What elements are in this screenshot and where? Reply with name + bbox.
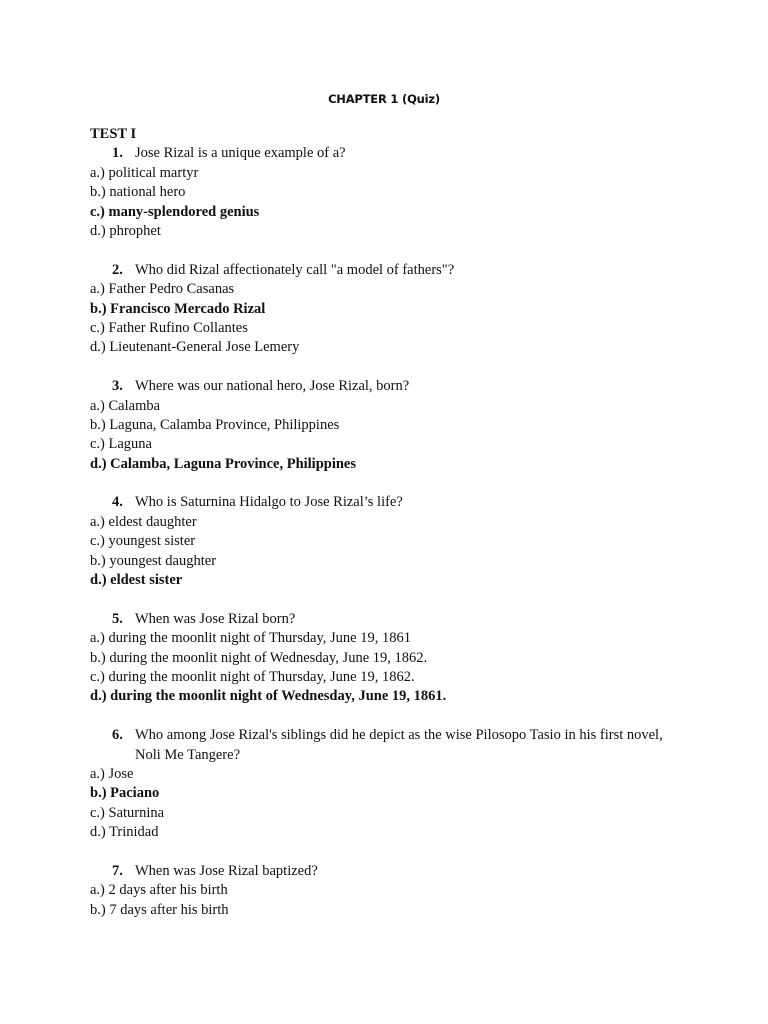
question-spacer xyxy=(90,358,690,377)
answer-option: a.) eldest daughter xyxy=(90,513,197,530)
question-number: 6. xyxy=(112,727,123,744)
test-label: TEST I xyxy=(90,126,137,142)
question-text: Where was our national hero, Jose Rizal, born? xyxy=(135,378,410,395)
question-text: Who is Saturnina Hidalgo to Jose Rizal’s life? xyxy=(135,494,403,511)
question-spacer xyxy=(90,707,690,726)
answer-option-correct: d.) during the moonlit night of Wednesday, June 19, 1861. xyxy=(90,688,447,705)
question-text: Jose Rizal is a unique example of a? xyxy=(135,145,346,162)
question-block xyxy=(90,144,690,241)
question-spacer xyxy=(90,590,690,609)
answer-option: b.) during the moonlit night of Wednesday, June 19, 1862. xyxy=(90,649,428,666)
question-number: 1. xyxy=(112,145,123,162)
answer-option: b.) youngest daughter xyxy=(90,552,217,569)
question-text: When was Jose Rizal baptized? xyxy=(135,862,318,879)
question-prompt xyxy=(90,493,690,512)
question-prompt xyxy=(90,862,690,881)
question-text: When was Jose Rizal born? xyxy=(135,610,296,627)
answer-option: a.) 2 days after his birth xyxy=(90,882,228,899)
question-spacer xyxy=(90,474,690,493)
answer-option-correct: b.) Francisco Mercado Rizal xyxy=(90,300,266,317)
question-prompt xyxy=(90,377,690,396)
page-title: CHAPTER 1 (Quiz) xyxy=(328,92,440,106)
question-number: 3. xyxy=(112,378,123,395)
question-number: 5. xyxy=(112,610,123,627)
question-block xyxy=(90,862,690,920)
answer-option: b.) 7 days after his birth xyxy=(90,901,229,918)
answer-option-correct: b.) Paciano xyxy=(90,785,160,802)
question-text: Who did Rizal affectionately call "a model of fathers"? xyxy=(135,261,455,278)
question-block xyxy=(90,726,690,842)
question-number: 4. xyxy=(112,494,123,511)
question-spacer xyxy=(90,241,690,260)
answer-option: a.) Calamba xyxy=(90,397,161,414)
answer-option: a.) Father Pedro Casanas xyxy=(90,281,235,298)
answer-option: c.) youngest sister xyxy=(90,533,196,550)
question-prompt xyxy=(90,144,690,163)
answer-option: c.) Father Rufino Collantes xyxy=(90,319,248,336)
question-prompt xyxy=(90,610,690,629)
question-spacer xyxy=(90,843,690,862)
answer-option: a.) during the moonlit night of Thursday, June 19, 1861 xyxy=(90,630,411,647)
question-number: 2. xyxy=(112,261,123,278)
answer-option: c.) Laguna xyxy=(90,436,152,453)
answer-option-correct: c.) many-splendored genius xyxy=(90,203,260,220)
question-text: Who among Jose Rizal's siblings did he depict as the wise Pilosopo Tasio in his first novel, Noli Me Tangere? xyxy=(135,727,663,763)
answer-option: d.) Lieutenant-General Jose Lemery xyxy=(90,339,300,356)
answer-option: c.) during the moonlit night of Thursday, June 19, 1862. xyxy=(90,669,415,686)
answer-option: c.) Saturnina xyxy=(90,804,165,821)
answer-option: d.) phrophet xyxy=(90,222,161,239)
answer-option: b.) national hero xyxy=(90,184,186,201)
answer-option-correct: d.) Calamba, Laguna Province, Philippines xyxy=(90,455,357,472)
quiz-content xyxy=(90,125,690,920)
question-block xyxy=(90,377,690,474)
question-block xyxy=(90,610,690,707)
question-block xyxy=(90,261,690,358)
answer-option-correct: d.) eldest sister xyxy=(90,572,183,589)
answer-option: b.) Laguna, Calamba Province, Philippines xyxy=(90,416,340,433)
question-block xyxy=(90,493,690,590)
question-prompt xyxy=(90,261,690,280)
question-number: 7. xyxy=(112,862,123,879)
answer-option: a.) Jose xyxy=(90,766,134,782)
answer-option: d.) Trinidad xyxy=(90,824,159,841)
question-prompt xyxy=(90,726,690,765)
answer-option: a.) political martyr xyxy=(90,164,199,181)
